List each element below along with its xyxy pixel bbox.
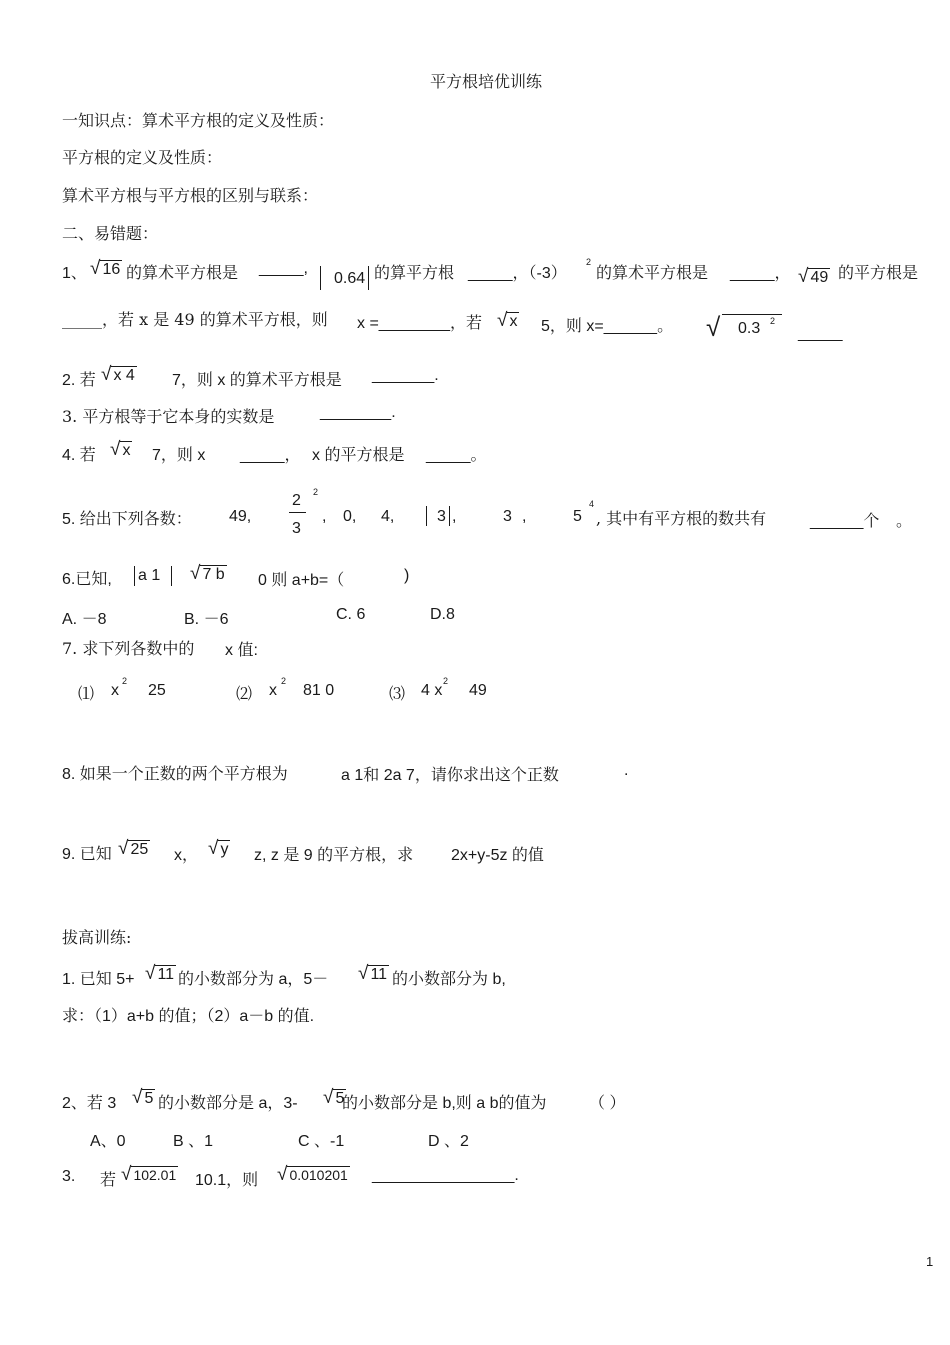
ext3-text: 3. (62, 1168, 76, 1185)
section-knowledge: 一知识点：算术平方根的定义及性质： (62, 111, 335, 130)
q3-text: 3. 平方根等于它本身的实数是 (62, 407, 275, 426)
vinculum (722, 314, 782, 315)
q1-text: _____，若 x 是 49 的算术平方根，则 (62, 310, 328, 329)
q7-expr: 49 (469, 682, 487, 699)
q5-number: 0, (343, 508, 357, 525)
q5-number: , (522, 508, 527, 525)
q1-blank: _____，（-3） (468, 265, 567, 282)
ext2-option-b: B 、1 (173, 1133, 214, 1150)
q2-text: 2. 若 (62, 372, 96, 389)
ext1-text: 1. 已知 5+ (62, 971, 135, 988)
q5-number: 5 (573, 508, 582, 525)
sqrt-25: √ 25 (118, 838, 149, 859)
q4-text: x 的平方根是 (312, 447, 405, 464)
radicand: x (509, 313, 518, 330)
ext1-text: 求：（1）a+b 的值；（2）a－b 的值. (62, 1008, 315, 1025)
sqrt-x: √ x (497, 310, 518, 331)
radicand: 5 (144, 1090, 154, 1107)
q7-expr: 81 0 (303, 682, 335, 699)
sqrt-49: √ 49 (798, 266, 829, 287)
q4-blank: _____。 (426, 447, 487, 464)
ext3-text: 10.1，则 (195, 1172, 259, 1189)
ext1-text: 的小数部分为 b, (392, 971, 506, 988)
abs-bar-right (449, 506, 450, 526)
q6-text: ) (404, 567, 410, 584)
q1-number: 1、 (62, 265, 87, 282)
exponent: 2 (586, 257, 592, 267)
q1-value: 0.64 (334, 270, 366, 287)
fraction-denominator: 3 (292, 520, 301, 537)
radicand: y (220, 841, 229, 858)
q4-text: 4. 若 (62, 447, 96, 464)
q9-text: 2x+y-5z 的值 (451, 847, 544, 864)
q2-text: 7，则 x 的算术平方根是 (172, 372, 342, 389)
sqrt-16: √ 16 (90, 258, 121, 279)
q5-number: , (322, 508, 327, 525)
radicand: 49 (810, 269, 829, 286)
fraction-bar (289, 512, 306, 513)
sqrt-expr: √ 7 b (190, 563, 225, 584)
q4-blank: _____， (240, 447, 301, 464)
q1-blank: _____, (259, 260, 308, 277)
ext2-text: （ ） (589, 1095, 626, 1112)
exponent: 2 (770, 316, 776, 326)
q6-option-a: A. －8 (62, 611, 107, 628)
sqrt-5: √ 5 (132, 1087, 154, 1108)
q1-text: 5，则 x=______。 (541, 318, 674, 335)
q1-text: 的算术平方根是 (126, 263, 239, 282)
q7-label: ⑴ (78, 684, 95, 703)
sqrt-11: √ 11 (358, 963, 388, 984)
q1-blank: _____， (730, 265, 791, 282)
section-extension: 拔高训练: (62, 928, 132, 947)
ext1-text: 的小数部分为 a，5－ (178, 971, 329, 988)
section-error-prone: 二、易错题： (62, 224, 159, 243)
ext2-text: 的小数部分是 a，3- (158, 1095, 298, 1112)
q6-option-b: B. －6 (184, 611, 229, 628)
q4-text: 7，则 x (152, 447, 206, 464)
sqrt-expr: √ x 4 (101, 364, 135, 385)
ext2-text: 的小数部分是 b,则 a b的值为 (342, 1095, 547, 1112)
ext2-option-d: D 、2 (428, 1133, 469, 1150)
q1-blank: _____ (798, 325, 843, 342)
radicand: 11 (157, 966, 175, 983)
q5-text: , 其中有平方根的数共有 (596, 509, 767, 528)
q9-text: 9. 已知 (62, 846, 112, 863)
q6-abs-expr: a 1 (138, 567, 161, 584)
q9-text: z, z 是 9 的平方根，求 (254, 847, 414, 864)
q7-text: 7. 求下列各数中的 (62, 639, 195, 658)
fraction-numerator: 2 (292, 492, 301, 509)
q1-value: 0.3 (738, 320, 761, 337)
q6-option-c: C. 6 (336, 606, 366, 623)
radicand: 11 (370, 966, 388, 983)
radicand: 7 b (202, 566, 225, 583)
q5-number: 3 (503, 508, 512, 525)
sqrt-sign: √ (706, 312, 721, 342)
radicand: x 4 (113, 367, 135, 384)
q7-text: x 值: (225, 642, 258, 659)
exponent: 2 (313, 487, 319, 497)
q5-number: , (452, 508, 457, 525)
sqrt-0-010201: √ 0.010201 (277, 1164, 348, 1185)
sqrt-5: √ 5 (323, 1087, 345, 1108)
abs-bar-right (368, 266, 369, 290)
radicand: x (122, 442, 131, 459)
ext3-blank: ________________. (372, 1167, 519, 1184)
radicand: 25 (130, 841, 149, 858)
q8-text: . (624, 762, 629, 779)
exponent: 2 (281, 676, 287, 686)
sqrt-y: √ y (208, 838, 229, 859)
q8-text: 8. 如果一个正数的两个平方根为 (62, 766, 288, 783)
sqrt-x: √ x (110, 439, 131, 460)
ext3-text: 若 (100, 1172, 117, 1189)
q2-blank: _______. (372, 367, 439, 384)
q7-expr: x (269, 682, 277, 699)
abs-bar-left (320, 266, 321, 290)
exponent: 2 (443, 676, 449, 686)
q1-text: x =________，若 (357, 315, 482, 332)
q8-text: a 1和 2a 7，请你求出这个正数 (341, 767, 559, 784)
q5-blank: ______个 (810, 513, 880, 530)
abs-bar-right (171, 566, 172, 586)
radicand: 16 (102, 261, 121, 278)
ext2-text: 2、若 3 (62, 1095, 117, 1112)
exponent: 2 (122, 676, 128, 686)
q6-option-d: D.8 (430, 606, 455, 623)
section-square-root-def: 平方根的定义及性质： (62, 148, 223, 167)
q1-text: 的算术平方根是 (596, 263, 709, 282)
ext2-option-a: A、0 (90, 1133, 126, 1150)
q5-text: 。 (896, 511, 913, 530)
q1-text: 的平方根是 (838, 263, 919, 282)
q7-label: ⑶ (389, 684, 406, 703)
q6-text: 6.已知, (62, 571, 112, 588)
q5-number: 3 (437, 508, 446, 525)
radicand: 102.01 (133, 1167, 177, 1183)
page-number: 1 (926, 1254, 934, 1269)
abs-bar-left (134, 566, 135, 586)
section-difference: 算术平方根与平方根的区别与联系： (62, 186, 319, 205)
q6-text: 0 则 a+b=（ (258, 572, 345, 589)
q7-expr: 25 (148, 682, 166, 699)
q9-text: x， (174, 847, 199, 864)
sqrt-11: √ 11 (145, 963, 175, 984)
q7-expr: x (111, 682, 119, 699)
q7-label: ⑵ (236, 684, 253, 703)
sqrt-102-01: √ 102.01 (121, 1164, 177, 1185)
q1-text: 的算平方根 (374, 263, 455, 282)
q5-text: 5. 给出下列各数： (62, 511, 192, 528)
q5-number: 49, (229, 508, 252, 525)
page-title: 平方根培优训练 (430, 72, 543, 91)
q3-blank: ________. (320, 404, 396, 421)
ext2-option-c: C 、-1 (298, 1133, 345, 1150)
radicand: 0.010201 (289, 1167, 348, 1183)
exponent: 4 (589, 499, 595, 509)
q7-expr: 4 x (421, 682, 443, 699)
q5-number: 4, (381, 508, 395, 525)
radicand: 5 (335, 1090, 345, 1107)
abs-bar-left (426, 506, 427, 526)
